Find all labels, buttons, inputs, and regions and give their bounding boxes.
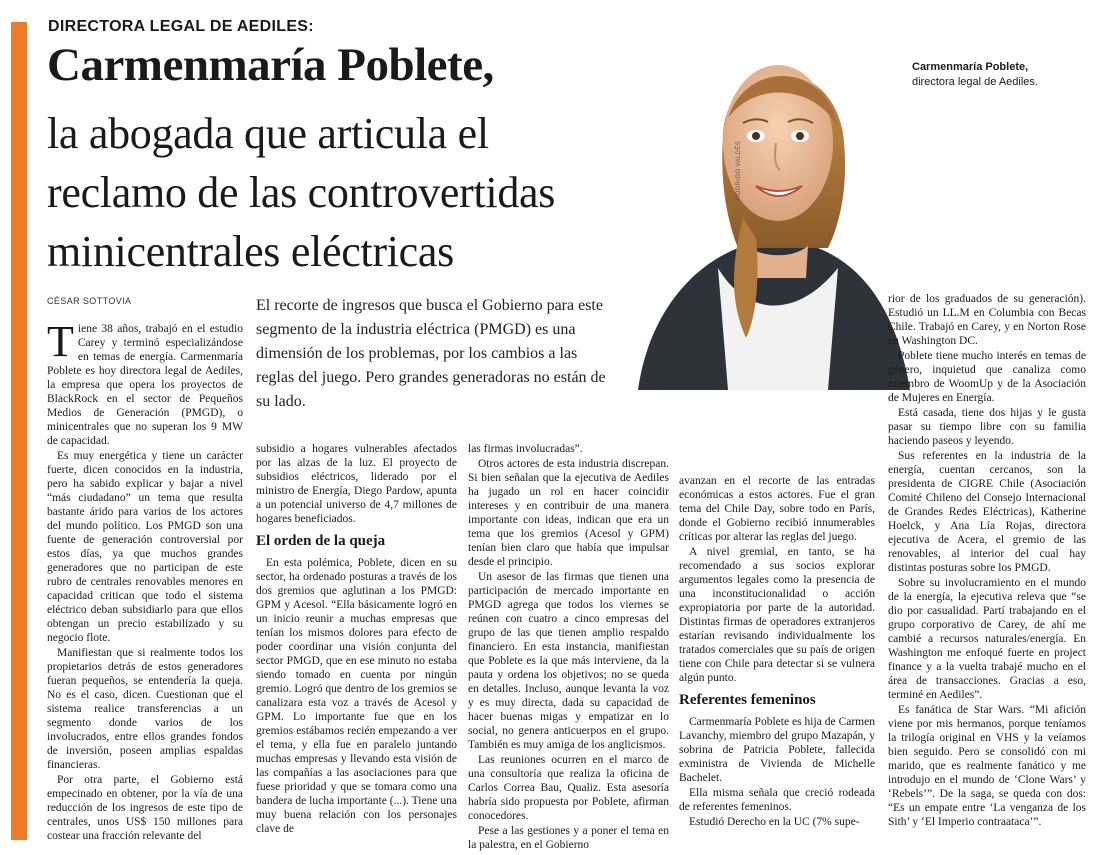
paragraph: Un asesor de las firmas que tienen una participación de mercado importante en PMGD agrega que todos los viernes se reúnen con cuatro a cinco empresas del grupo de las que tienen amplio respaldo financiero. En esta instancia, manifiestan que Poblete es la que más interviene, da la pauta y ordena los objetivos; no se queda en detalles. Incluso, aunque levanta la voz y es muy directa, dada su capacidad de hacer buenas migas y empatizar en lo social, no genera anticuerpos en el grupo. También es muy amiga de los anglicismos. xyxy=(468,571,669,751)
paragraph: Otros actores de esta industria discrepan. Si bien señalan que la ejecutiva de Aediles ha jugado un rol en hacer coincidir intereses y en contribuir de una manera importante con ideas, indican que era un tema que los gremios (Acesol y GPM) tenían bien claro que había que impulsar desde el principio. xyxy=(468,458,669,568)
headline-line-1: la abogada que articula el xyxy=(47,109,489,158)
author-byline: CÉSAR SOTTOVIA xyxy=(47,296,132,306)
column-2 xyxy=(256,442,457,837)
caption-text: directora legal de Aediles. xyxy=(912,76,1038,88)
paragraph: avanzan en el recorte de las entradas económicas a estos actores. Fue el gran tema del Chile Day, sobre todo en París, donde el Gobierno recibió innumerables críticas por alterar las reglas del juego. xyxy=(679,475,875,543)
paragraph: Es fanática de Star Wars. “Mi afición viene por mis hermanos, porque teníamos la trilogía original en VHS y la veíamos bien seguido. Pero se consolidó con mi marido, que es realmente fanático y me introdujo en el mundo de ‘Clone Wars’ y ‘Rebels’”. De la saga, se queda con dos: “Es un empate entre ‘La venganza de los Sith’ y ‘El Imperio contraataca’”. xyxy=(888,704,1086,828)
paragraph: Sobre su involucramiento en el mundo de la energía, la ejecutiva releva que “se dio por casualidad. Partí trabajando en el grupo corporativo de Carey, de ahí me cambié a recursos naturales/energía. En Washington me enfoqué fuerte en project finance y a la vuelta trabajé mucho en el área de transacciones. Gracias a eso, terminé en Aediles”. xyxy=(888,577,1086,701)
paragraph: rior de los graduados de su generación). Estudió un LL.M en Columbia con Becas Chile. Trabajó en Carey, y en Norton Rose en Washington DC. xyxy=(888,293,1086,347)
photo-caption xyxy=(912,60,1062,90)
caption-name: Carmenmaría Poblete, xyxy=(912,61,1029,73)
paragraph: Por otra parte, el Gobierno está empecinado en obtener, por la vía de una reducción de los ingresos de este tipo de centrales, unos US$ 150 millones para costear una fracción relevante del xyxy=(47,774,243,842)
paragraph: Las reuniones ocurren en el marco de una consultoría que realiza la oficina de Carlos Correa Bau, Qualiz. Esta asesoría habría sido propuesta por Poblete, afirman conocedores. xyxy=(468,754,669,822)
paragraph: A nivel gremial, en tanto, se ha recomendado a sus socios explorar argumentos legales como la presencia de una inconstitucionalidad o acción expropiatoria por parte de la autoridad. Distintas firmas de operadores extranjeros estarían revisando individualmente los tratados comerciales que su país de origen tiene con Chile para detectar si se vulnera algún punto. xyxy=(679,546,875,684)
paragraph: las firmas involucradas”. xyxy=(468,443,583,455)
paragraph: Poblete tiene mucho interés en temas de género, inquietud que canaliza como miembro de WoomUp y de la Asociación de Mujeres en Energía. xyxy=(888,350,1086,404)
column-4 xyxy=(679,474,875,830)
paragraph: Ella misma señala que creció rodeada de referentes femeninos. xyxy=(679,787,875,813)
photo-credit: RODRIGO VALDÉS xyxy=(736,140,742,200)
paragraph: En esta polémica, Poblete, dicen en su sector, ha ordenado posturas a través de los dos gremios que aglutinan a los PMGD: GPM y Acesol. “Ella básicamente logró en un inicio reunir a muchas empresas que tenían los mismos dolores para efecto de poder coordinar una visión conjunta del sector PMGD, que en ese minuto no estaba siendo tomado en cuenta por ningún gremio. Logró que dentro de los gremios se canalizara esta voz a través de Acesol y GPM. Lo importante fue que en los gremios estábamos recién empezando a ver el tema, y ella fue en paralelo juntando muchas empresas y llevando esta visión de las compañías a las asociaciones para que fuese prioridad y que se tomara como una bandera de lucha importante (...). Tiene una muy buena relación con los personajes clave de xyxy=(256,557,457,835)
headline-name: Carmenmaría Poblete, xyxy=(47,39,494,91)
paragraph: Pese a las gestiones y a poner el tema en la palestra, en el Gobierno xyxy=(468,825,669,851)
pullquote: El recorte de ingresos que busca el Gobierno para este segmento de la industria eléctrica (PMGD) es una dimensión de los problemas, por los cambios a las reglas del juego. Pero grandes generadoras no están de su lado. xyxy=(256,297,606,410)
accent-bar xyxy=(11,22,27,840)
portrait-illustration xyxy=(628,18,910,390)
subheading: Referentes femeninos xyxy=(679,692,816,708)
paragraph xyxy=(47,317,243,448)
paragraph: subsidio a hogares vulnerables afectados por las alzas de la luz. El proyecto de subsidios eléctricos, liderado por el ministro de Energía, Diego Pardow, apunta a un potencial universo de 4,7 millones de hogares beneficiados. xyxy=(256,443,457,525)
headline-line-2: reclamo de las controvertidas xyxy=(47,168,556,217)
paragraph: Carmenmaría Poblete es hija de Carmen Lavanchy, miembro del grupo Mazapán, y sobrina de Patricia Poblete, fallecida exministra de Vivienda de Michelle Bachelet. xyxy=(679,716,875,784)
paragraph: Está casada, tiene dos hijas y le gusta pasar su tiempo libre con su familia haciendo paseos y leyendo. xyxy=(888,407,1086,447)
column-1 xyxy=(47,317,243,844)
headline-line-3: minicentrales eléctricas xyxy=(47,227,454,276)
subheading: El orden de la queja xyxy=(256,533,386,549)
column-3 xyxy=(468,442,669,853)
paragraph: Es muy energética y tiene un carácter fuerte, dicen conocidos en la industria, pero ha sabido explicar y bajar a nivel “más ciudadano” un tema que resulta bastante árido para varios de los actores del mundo político. Los PMGD son una fuente de generación controversial por estos días, ya que muchos grandes generadores que no participan de este rubro de centrales renovables menores en capacidad critican que todo el sistema eléctrico deban subsidiarlo para que ellos obtengan un precio estabilizado y su negocio flote. xyxy=(47,450,243,644)
paragraph: Manifiestan que si realmente todos los propietarios detrás de estos generadores fueran pequeños, se entendería la queja. No es el caso, dicen. Cuestionan que el sistema realice transferencias a un segmento donde varios de los involucrados, entre ellos grandes fondos de inversión, poseen amplias espaldas financieras. xyxy=(47,647,243,771)
paragraph-text: iene 38 años, trabajó en el estudio Carey y terminó especializándose en temas de energía. Carmenmaría Poblete es hoy directora legal de Aediles, la empresa que opera los proyectos de BlackRock en el sector de Pequeños Medios de Generación (PMGD), o minicentrales que no superan los 9 MW de capacidad. xyxy=(47,323,243,447)
kicker: DIRECTORA LEGAL DE AEDILES: xyxy=(48,18,314,35)
column-5 xyxy=(888,292,1086,830)
paragraph: Sus referentes en la industria de la energía, cuentan cercanos, son la presidenta de CIGRE Chile (Asociación Comité Chileno del Consejo Internacional de Grandes Redes Eléctricas), Katherine Hoelck, y Ana Lía Rojas, directora ejecutiva de Acera, el gremio de las renovables, al interior del cual hay distintas posturas sobre los PMGD. xyxy=(888,450,1086,574)
dropcap: T xyxy=(47,317,74,366)
paragraph: Estudió Derecho en la UC (7% supe- xyxy=(689,816,860,828)
